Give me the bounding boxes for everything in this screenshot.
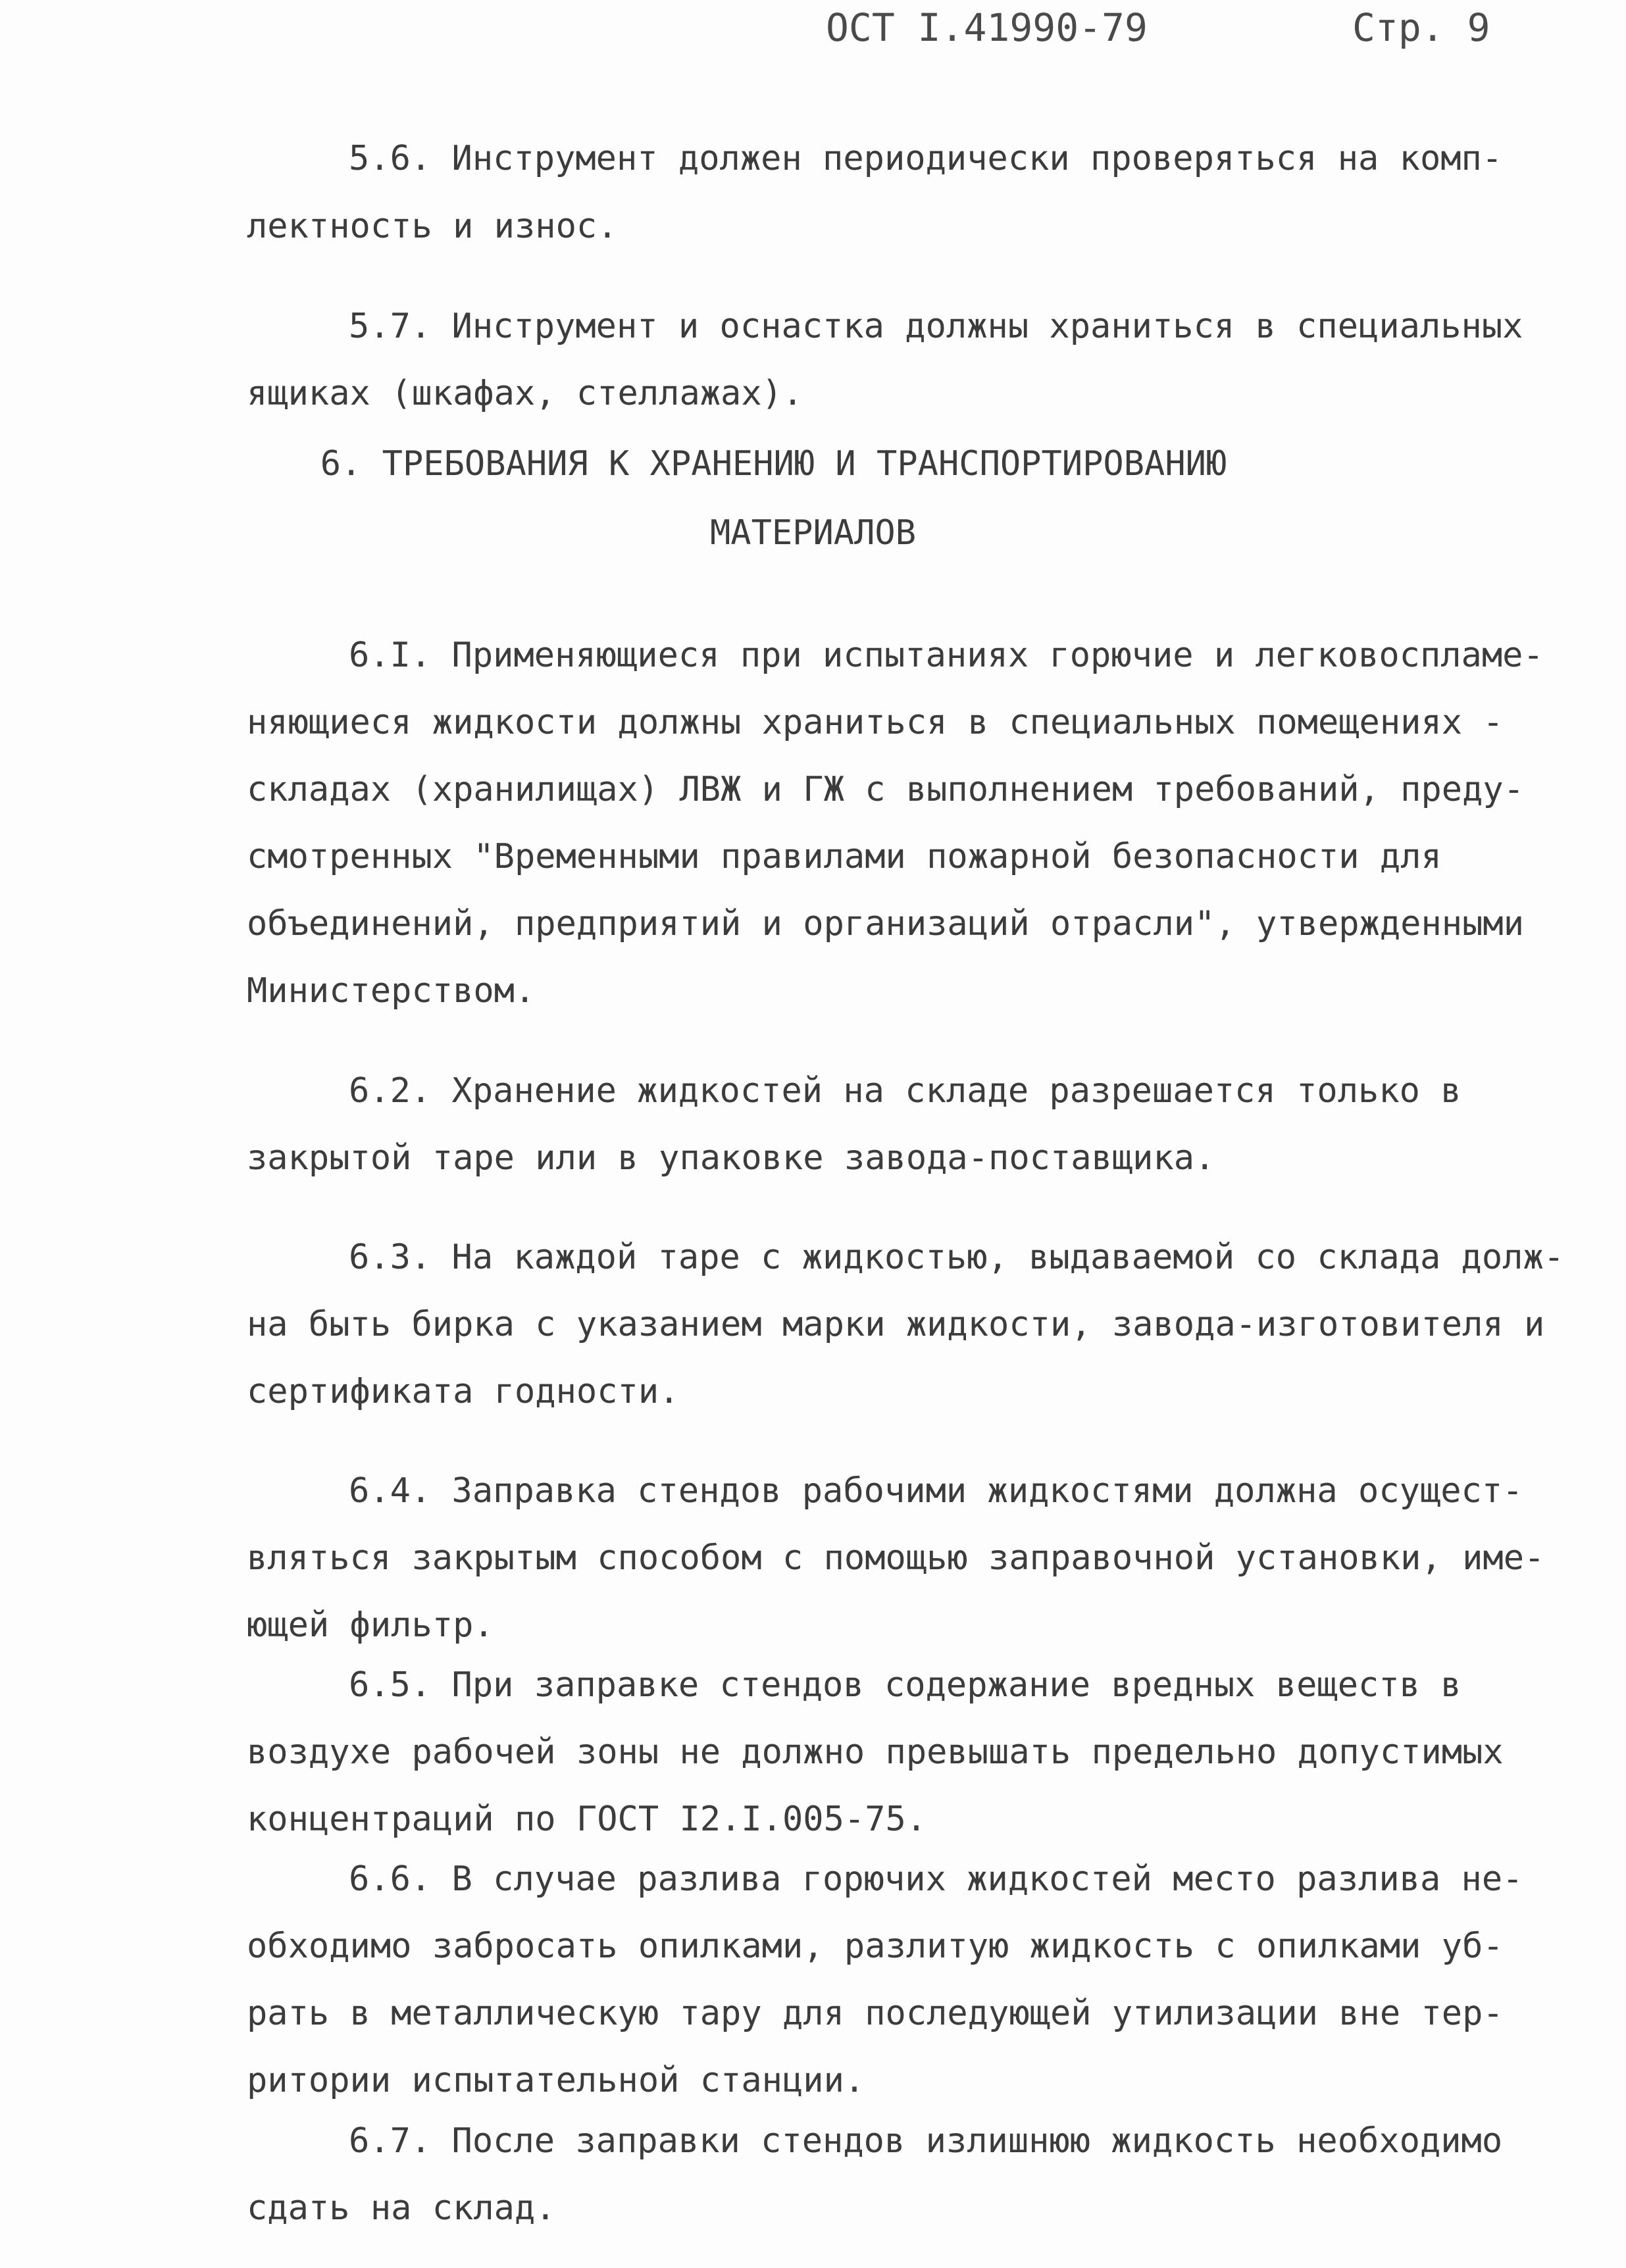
document-code: ОСТ I.41990-79 bbox=[826, 5, 1148, 50]
clause-6-1-line-3: складах (хранилищах) ЛВЖ и ГЖ с выполнением требований, преду- bbox=[247, 770, 1525, 809]
clause-6-1-line-5: объединений, предприятий и организаций отрасли", утвержденными bbox=[247, 904, 1525, 944]
clause-6-1-line-6: Министерством. bbox=[247, 971, 536, 1011]
clause-6-6-line-1: 6.6. В случае разлива горючих жидкостей место разлива не- bbox=[349, 1859, 1523, 1899]
clause-5-7-line-1: 5.7. Инструмент и оснастка должны храниться в специальных bbox=[349, 307, 1523, 346]
clause-6-3-line-1: 6.3. На каждой таре с жидкостью, выдаваемой со склада долж- bbox=[349, 1238, 1565, 1277]
clause-6-1-line-2: няющиеся жидкости должны храниться в специальных помещениях - bbox=[247, 703, 1504, 742]
clause-6-1-line-4: смотренных "Временными правилами пожарной безопасности для bbox=[247, 837, 1442, 876]
clause-6-7-line-2: сдать на склад. bbox=[247, 2188, 556, 2228]
clause-6-6-line-3: рать в металлическую тару для последующей утилизации вне тер- bbox=[247, 1994, 1504, 2033]
clause-5-6-line-1: 5.6. Инструмент должен периодически проверяться на комп- bbox=[349, 139, 1503, 178]
clause-6-4-line-1: 6.4. Заправка стендов рабочими жидкостями должна осущест- bbox=[349, 1471, 1523, 1511]
section-6-title-line-2: МАТЕРИАЛОВ bbox=[709, 513, 917, 553]
clause-6-5-line-1: 6.5. При заправке стендов содержание вредных веществ в bbox=[349, 1665, 1461, 1705]
clause-6-4-line-3: ющей фильтр. bbox=[247, 1605, 494, 1645]
clause-6-1-line-1: 6.I. Применяющиеся при испытаниях горючие и легковоспламе- bbox=[349, 636, 1544, 675]
clause-6-3-line-2: на быть бирка с указанием марки жидкости, завода-изготовителя и bbox=[247, 1305, 1545, 1344]
clause-6-5-line-2: воздухе рабочей зоны не должно превышать предельно допустимых bbox=[247, 1732, 1504, 1772]
clause-6-2-line-2: закрытой таре или в упаковке завода-поставщика. bbox=[247, 1138, 1215, 1178]
clause-6-5-line-3: концентраций по ГОСТ I2.I.005-75. bbox=[247, 1800, 927, 1839]
clause-6-7-line-1: 6.7. После заправки стендов излишнюю жидкость необходимо bbox=[349, 2121, 1503, 2161]
section-6-title-line-1: 6. ТРЕБОВАНИЯ К ХРАНЕНИЮ И ТРАНСПОРТИРОВАНИЮ bbox=[320, 444, 1227, 484]
page-number: Стр. 9 bbox=[1352, 5, 1490, 50]
clause-6-2-line-1: 6.2. Хранение жидкостей на складе разрешается только в bbox=[349, 1071, 1461, 1111]
clause-6-6-line-4: ритории испытательной станции. bbox=[247, 2061, 865, 2100]
clause-6-6-line-2: обходимо забросать опилками, разлитую жидкость с опилками уб- bbox=[247, 1927, 1504, 1966]
clause-6-4-line-2: вляться закрытым способом с помощью заправочной установки, име- bbox=[247, 1538, 1545, 1578]
clause-6-3-line-3: сертификата годности. bbox=[247, 1372, 680, 1411]
clause-5-6-line-2: лектность и износ. bbox=[247, 207, 618, 246]
clause-5-7-line-2: ящиках (шкафах, стеллажах). bbox=[247, 374, 803, 413]
